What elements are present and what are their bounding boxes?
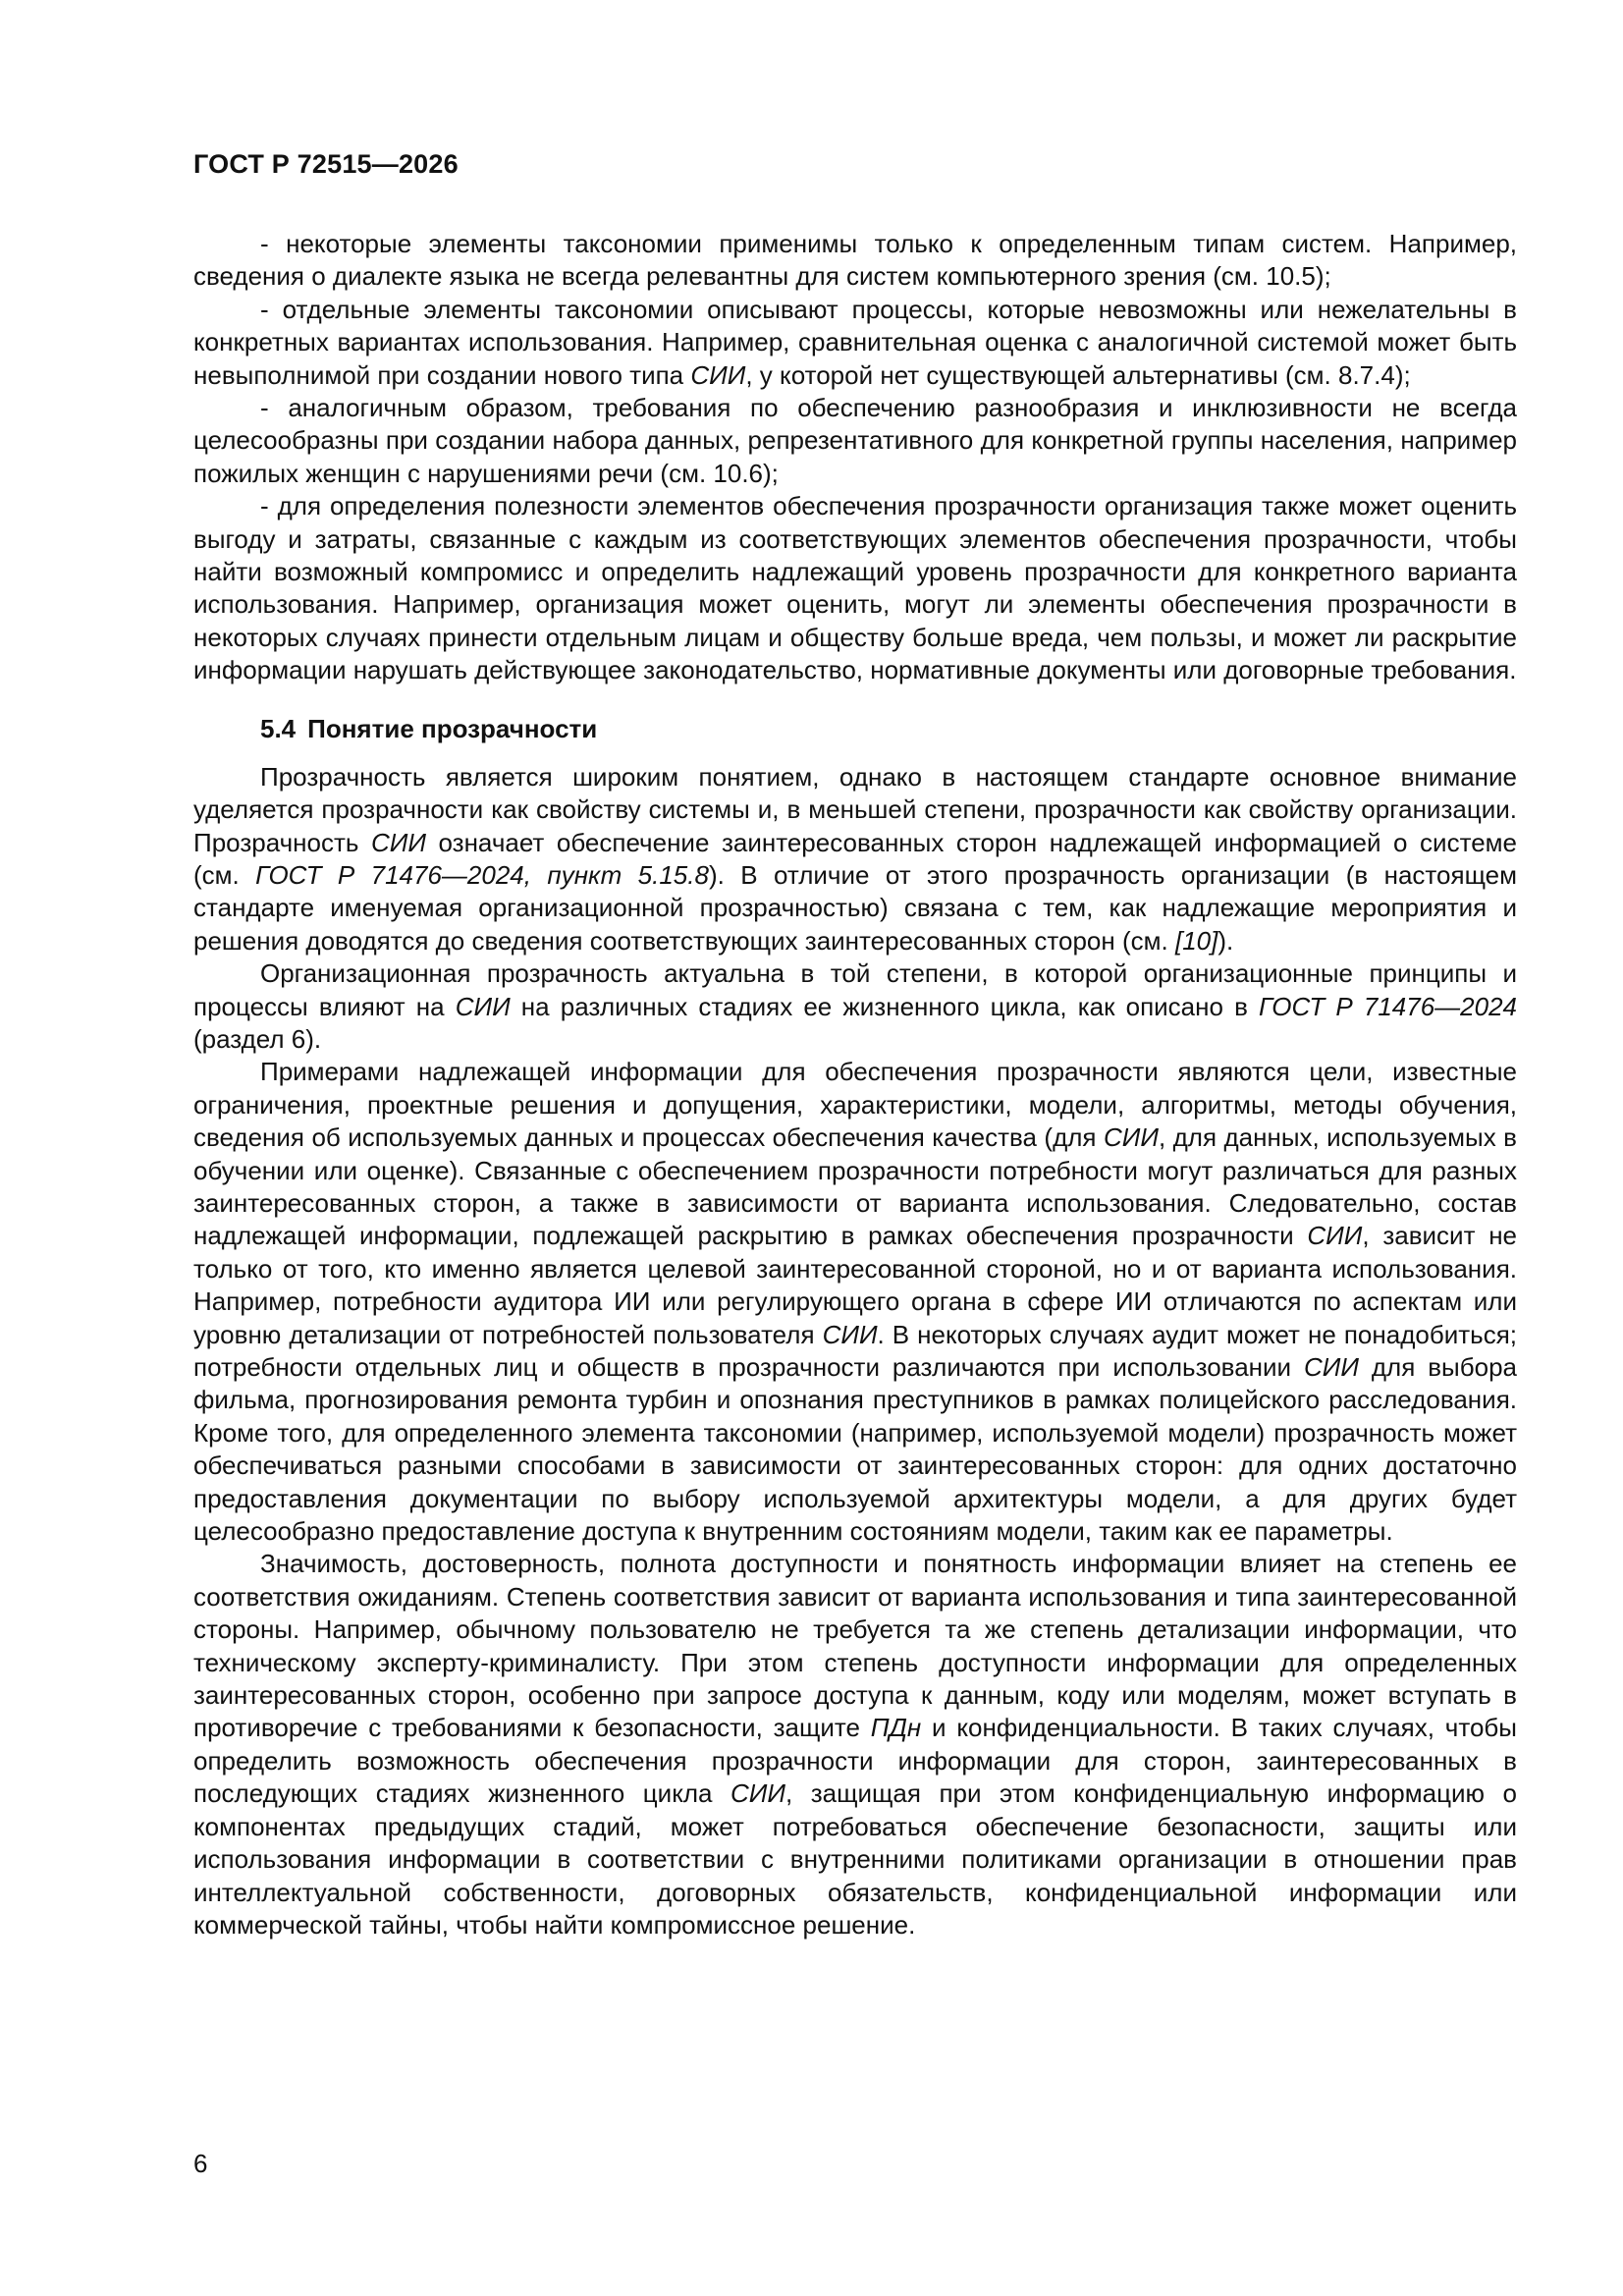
italic-text-run: СИИ [1303,1352,1359,1382]
section-heading [193,713,1517,745]
italic-text-run: СИИ [370,827,426,857]
page-content [193,228,1517,1941]
page-number: 6 [193,2149,208,2178]
italic-text-run: [10] [1174,925,1218,956]
italic-text-run: СИИ [1307,1221,1363,1251]
text-run: Прозрачность является широким понятием, однако в настоящем стандарте основное внимание уделяется прозрачности как свойству системы и, в меньшей степени, прозрачности как свойству организации. Прозрачность [193,761,1517,857]
text-run: . В некоторых случаях аудит может не понадобиться; потребности отдельных лиц и обществ в прозрачности различаются при использовании [193,1319,1517,1382]
text-run: и конфиденциальности. В таких случаях, чтобы определить возможность обеспечения прозрачности информации для сторон, заинтересованных в последующих стадиях жизненного цикла [193,1713,1517,1809]
italic-text-run: ГОСТ Р 71476—2024 [1259,991,1517,1021]
text-run: - для определения полезности элементов обеспечения прозрачности организация также может оценить выгоду и затраты, связанные с каждым из соответствующих элементов обеспечения прозрачности, чтобы найти возможный компромисс и определить надлежащий уровень прозрачности для конкретного варианта использования. Например, организация может оценить, могут ли элементы обеспечения прозрачности в некоторых случаях принести отдельным лицам и обществу больше вреда, чем пользы, и может ли раскрытие информации нарушать действующее законодательство, нормативные документы или договорные требования. [193,491,1517,685]
text-run: - некоторые элементы таксономии применимы только к определенным типам систем. Например, сведения о диалекте языка не всегда релевантны для систем компьютерного зрения (см. 10.5); [193,229,1517,292]
text-run: (раздел 6). [193,1023,322,1054]
paragraph [193,957,1517,1056]
italic-text-run: ГОСТ Р 71476—2024, пункт 5.15.8 [255,859,709,890]
text-run: ). [1217,925,1234,956]
text-run: для выбора фильма, прогнозирования ремонта турбин и опознания преступников в рамках полицейского расследования. Кроме того, для определенного элемента таксономии (например, используемой модели) прозрачность может обеспечиваться разными способами в зависимости от заинтересованных сторон: для одних достаточно предоставления документации по выбору используемой архитектуры модели, а для других будет целесообразно предоставление доступа к внутренним состояниям модели, таким как ее параметры. [193,1352,1518,1547]
section-title: Понятие прозрачности [307,713,598,743]
text-run: Значимость, достоверность, полнота доступности и понятность информации влияет на степень ее соответствия ожиданиям. Степень соответствия зависит от варианта использования и типа заинтересованной стороны. Например, обычному пользователю не требуется та же степень детализации информации, что техническому эксперту-криминалисту. При этом степень доступности информации для определенных заинтересованных сторон, особенно при запросе доступа к данным, коду или моделям, может вступать в противоречие с требованиями к безопасности, защите [193,1549,1517,1743]
italic-text-run: СИИ [690,359,746,390]
section-number: 5.4 [260,713,297,743]
text-run: означает обеспечение заинтересованных сторон надлежащей информацией о системе (см. [193,827,1517,890]
paragraph [193,761,1517,957]
bullet-item [193,490,1517,686]
italic-text-run: СИИ [730,1778,785,1809]
text-run: Примерами надлежащей информации для обеспечения прозрачности являются цели, известные ограничения, проектные решения и допущения, характеристики, модели, алгоритмы, методы обучения, сведения об используемых данных и процессах обеспечения качества (для [193,1057,1517,1153]
paragraph [193,1548,1517,1941]
text-run: на различных стадиях ее жизненного цикла, как описано в [510,991,1259,1021]
text-run: - отдельные элементы таксономии описывают процессы, которые невозможны или нежелательны в конкретных вариантах использования. Например, сравнительная оценка с аналогичной системой может быть невыполнимой при создании нового типа [193,294,1517,390]
bullet-item [193,228,1517,294]
text-run: , у которой нет существующей альтернативы (см. 8.7.4); [745,359,1411,390]
bullet-list [193,228,1517,687]
bullet-item [193,294,1517,392]
paragraph [193,1056,1517,1548]
text-run: , для данных, используемых в обучении или оценке). Связанные с обеспечением прозрачности потребности могут различаться для разных заинтересованных сторон, а также в зависимости от варианта использования. Следовательно, состав надлежащей информации, подлежащей раскрытию в рамках обеспечения прозрачности [193,1122,1517,1251]
italic-text-run: СИИ [822,1319,878,1349]
italic-text-run: СИИ [455,991,511,1021]
text-run: - аналогичным образом, требования по обеспечению разнообразия и инклюзивности не всегда целесообразны при создании набора данных, репрезентативного для конкретной группы населения, например пожилых женщин с нарушениями речи (см. 10.6); [193,393,1517,488]
text-run: , зависит не только от того, кто именно является целевой заинтересованной стороной, но и от варианта использования. Например, потребности аудитора ИИ или регулирующего органа в сфере ИИ отличаются по аспектам или уровню детализации от потребностей пользователя [193,1221,1518,1349]
section-body [193,761,1517,1942]
bullet-item [193,392,1517,490]
document-header: ГОСТ Р 72515—2026 [193,149,459,179]
italic-text-run: ПДн [870,1713,922,1743]
italic-text-run: СИИ [1103,1122,1159,1153]
text-run: ). В отличие от этого прозрачность организации (в настоящем стандарте именуемая организационной прозрачностью) связана с тем, как надлежащие мероприятия и решения доводятся до сведения соответствующих заинтересованных сторон (см. [193,859,1518,956]
text-run: Организационная прозрачность актуальна в той степени, в которой организационные принципы и процессы влияют на [193,958,1517,1021]
text-run: , защищая при этом конфиденциальную информацию о компонентах предыдущих стадий, может потребоваться обеспечение безопасности, защиты или использования информации в соответствии с внутренними политиками организации в отношении прав интеллектуальной собственности, договорных обязательств, конфиденциальной информации или коммерческой тайны, чтобы найти компромиссное решение. [193,1778,1517,1940]
